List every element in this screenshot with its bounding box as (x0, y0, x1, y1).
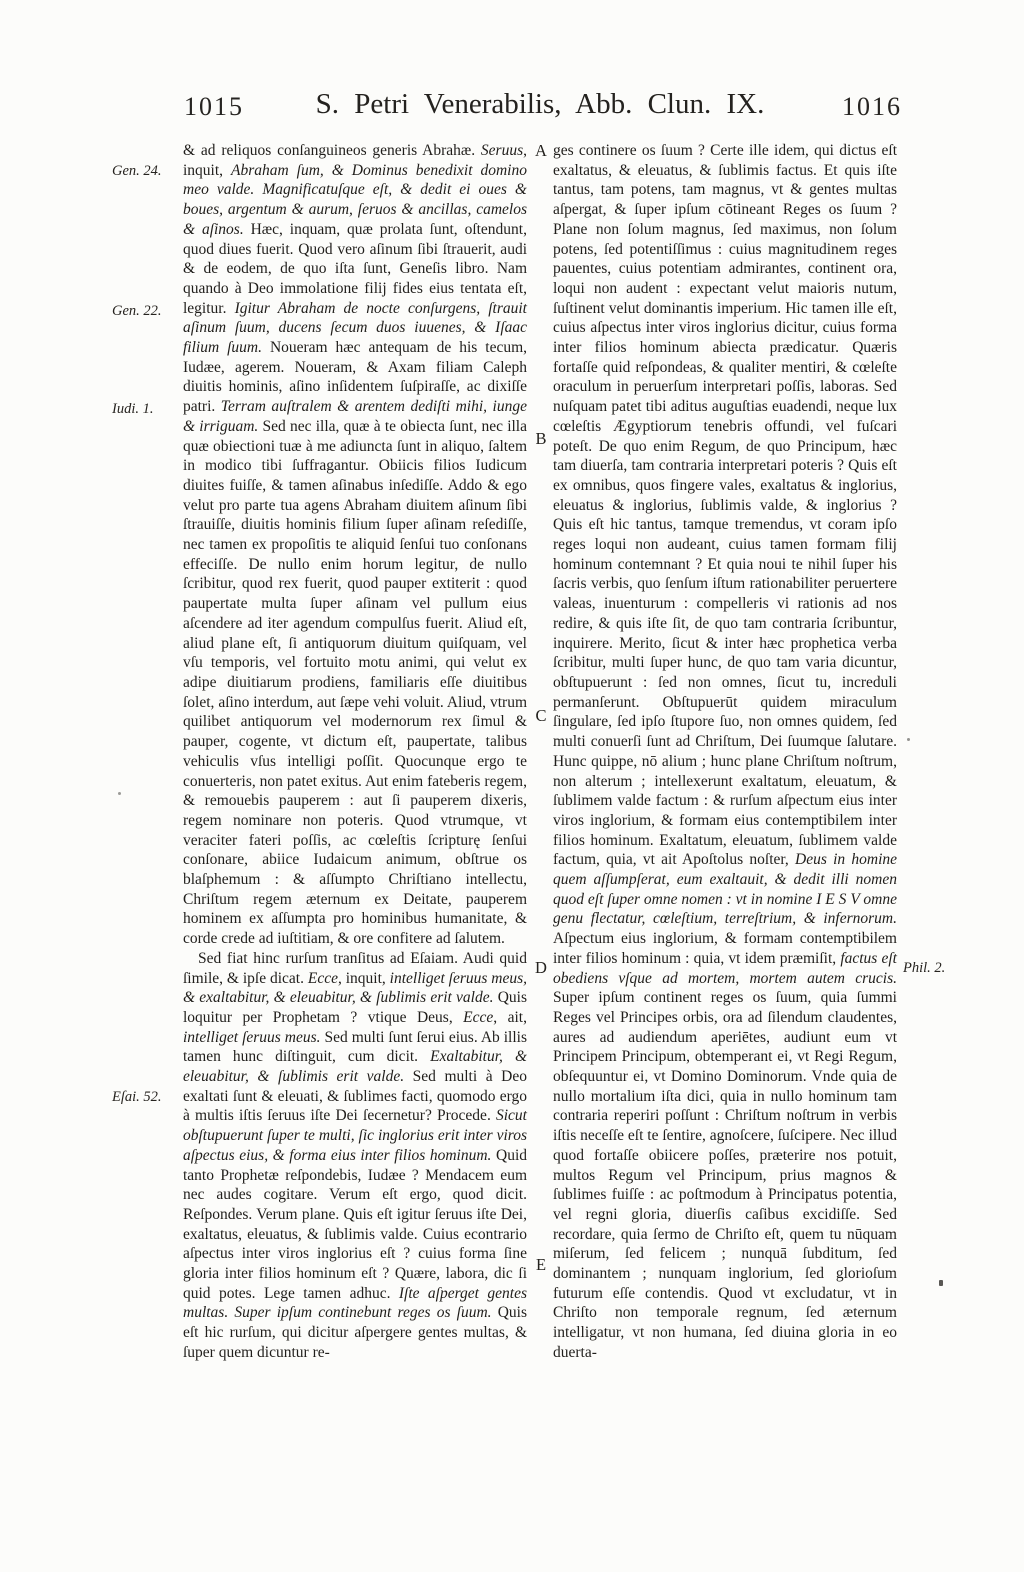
quoted-text: Abraham ſum, & Dominus benedixit domino meo valde. Magnificatuſque eſt, & dedit ei oues & boues, argentum & aurum, ſeruos & ancillas, camelos & aſinos. (183, 161, 527, 238)
body-text: , inquit, (337, 969, 390, 987)
section-letter: B (535, 429, 547, 448)
quoted-text: Sicut obſtupuerunt ſuper te multi, ſic inglorius erit inter viros aſpectus eius, & forma eius inter filios hominum. (183, 1107, 527, 1164)
paragraph (183, 141, 527, 949)
quoted-text: Iſte aſperget gentes multas. Super ipſum continebunt reges os ſuum. (183, 1284, 527, 1322)
quoted-text: intelliget ſeruus meus, & exaltabitur, & eleuabitur, & ſublimis erit valde. (183, 969, 527, 1007)
margin-note: Iudi. 1. (112, 401, 154, 417)
section-letter: C (535, 706, 547, 725)
section-letter: A (535, 141, 547, 160)
right-column (553, 141, 897, 1363)
body-text: & ad reliquos conſanguineos generis Abrahæ. (183, 142, 481, 159)
quoted-text: Seruus (480, 142, 524, 159)
ink-speck (907, 738, 910, 741)
quoted-text: intelliget ſeruus meus. (183, 1028, 321, 1046)
section-letter: D (535, 958, 547, 977)
quoted-text: Terram auſtralem & arentem dediſti mihi, iunge & irriguam. (183, 398, 527, 435)
running-title: S. Petri Venerabilis, Abb. Clun. IX. (315, 88, 765, 120)
body-text: Sed multi à Deo exaltati ſunt & eleuati, & ſublimes facti, quomodo ergo à multis iſtis ſeruus iſte Dei ſecernetur? Procede. (183, 1068, 527, 1125)
margin-note: Gen. 22. (112, 303, 162, 319)
ink-speck (118, 792, 121, 795)
ink-speck (939, 1280, 943, 1286)
body-text: , inquit, (183, 142, 527, 179)
body-text: Aſpectum eius inglorium, & formam contemptibilem inter filios hominum : quia, vt idem præmiſit, (553, 930, 897, 967)
quoted-text: Igitur Abraham de nocte conſurgens, ſtrauit aſinum ſuum, ducens ſecum duos iuuenes, & Iſaac filium ſuum. (183, 299, 527, 357)
body-text: Quis loquitur per Prophetam ? vtique Deus, (183, 989, 527, 1026)
paragraph (553, 141, 897, 1363)
quoted-text: Exaltabitur, & eleuabitur, & ſublimis erit valde. (183, 1048, 528, 1086)
body-text: Hæc, inquam, quæ prolata ſunt, oſtendunt, quod diues fuerit. Quod vero aſinum ſibi ſtrauerit, audi & de eodem, de quo iſta ſunt, Geneſis libro. Nam quando à Deo immolatione filij fides eius tentata eſt, legitur. (183, 220, 527, 317)
left-column (183, 141, 527, 1363)
body-text: Sed multi ſunt ſerui eius. Ab illis tamen hunc diſtinguit, cum dicit. (183, 1028, 528, 1066)
margin-note: Phil. 2. (903, 960, 946, 976)
quoted-text: Ecce (463, 1008, 494, 1026)
quoted-text: Deus in homine quem aſſumpſerat, eum exaltauit, & dedit illi nomen quod eſt ſuper omne nomen : vt in nomine I E S V omne genu flectatur, cœleſtium, terreſtrium, & infernorum. (553, 851, 898, 928)
body-text: Quid tanto Prophetæ reſpondebis, Iudæe ? Mendacem eum nec audes cogitare. Verum eſt ergo, quod dicit. Reſpondes. Verum plane. Quis eſt igitur ſeruus iſte Dei, exaltatus, eleuatus, & ſublimis valde. Cuius econtrario aſpectus inter viros inglorius eſt ? cuius forma ſine gloria inter filios hominum eſt ? Quære, labora, dic ſi quid potes. Lege tamen adhuc. (183, 1146, 528, 1302)
section-letter: E (535, 1255, 547, 1274)
margin-note: Eſai. 52. (112, 1089, 162, 1105)
quoted-text: factus eſt obediens vſque ad mortem, mortem autem crucis. (553, 949, 897, 987)
body-text: , ait, (493, 1008, 527, 1026)
column-number-right: 1016 (842, 92, 902, 121)
body-text: Sed nec illa, quæ à te obiecta ſunt, nec illa quæ obiectioni tuæ à me adiuncta ſunt in aliquo, ſaltem in modico tibi ſuffragantur. Obiicis filios Iudicum diuites fuiſſe, & tamen aſinabus inſediſſe. Addo & ego velut pro parte tua agens Abraham diuitem aſinum ſibi ſtrauiſſe, diuitis hominis filium ſuper aſinam reſediſſe, nec tamen ex propoſitis te aliquid ſenſui tuo conſonans effeciſſe. De nullo enim horum legitur, de nullo ſcribitur, quod rex fuerit, quod pauper extiterit : quod paupertate multa ſuper aſinam vel pullum eius aſcendere ad iter agendum compulſus fuerit. Aliud eſt, aliud plane eſt, ſi antiquorum diuitum quiſquam, vel vſu temporis, vel fortuito motu animi, qui velut ex adipe diuitiarum prodiens, familiaris eſſe diuitibus ſolet, aſino interdum, aut ſæpe vehi voluit. Aliud, vtrum quilibet antiquorum vel modernorum rex ſimul & pauper, cogente, vt dictum eſt, paupertate, talibus vehiculis vſus intelligi poſſit. Quocunque ergo te conuerteris, non patet exitus. Aut enim fateberis regem, & remouebis pauperem : aut ſi pauperem dixeris, regem nominare non poteris. Quod vtrumque, vt veraciter fateri poſſis, ac cœleſtis ſcripturę ſenſui conſonare, abiice Iudaicum animum, obſtrue os blaſphemum : & aſſumpto Chriſtiano intellectu, Chriſtum regem æternum ex Deitate, pauperem hominem ex aſſumpta pro hominibus humanitate, & corde crede ad iuſtitiam, & ore confitere ad ſalutem. (183, 417, 527, 948)
body-text: Super ipſum continent reges os ſuum, quia ſummi Reges vel Principes orbis, ora ad ſilendum claudentes, aures ad audiendum aperiētes, audiunt eum vt Principem Principum, obtemperant ei, vt Regi Regum, obſequuntur ei, vt Domino Dominorum. Vnde quia de nullo mortalium iſta dici, quia in nullo hominum tam contraria reperiri poſſunt : Chriſtum noſtrum in verbis iſtis neceſſe eſt te ſentire, agnoſcere, ſuſcipere. Nec illud quod fortaſſe obiicere poſſes, præterire nos potuit, multos Regum vel Principum, prius magnos & ſublimes fuiſſe : ac poſtmodum à Principatus potentia, vel regni gloria, diuerſis caſibus excidiſſe. Sed recordare, quia ſermo de Chriſto eſt, quem tu nūquam miſerum, ſed felicem ; nunquā ſubditum, ſed dominantem ; nunquam inglorium, ſed glorioſum futurum eſſe contendis. Quod vt excludatur, vt in Chriſto non temporale regnum, ſed æternum intelligatur, vt non humana, ſed diuina gloria in eo duerta- (553, 989, 897, 1361)
paragraph (183, 949, 527, 1363)
body-text: Noueram hæc antequam de his tecum, Iudæe, agerem. Noueram, & Axam filiam Caleph diuitis hominis, aſino inſidentem ſuſpiraſſe, ac dixiſſe patri. (183, 339, 528, 416)
quoted-text: Ecce (307, 969, 338, 987)
body-text: ges continere os ſuum ? Certe ille idem, qui dictus eſt exaltatus, & eleuatus, & ſublimis factus. Et quis iſte tantus, tam potens, tam magnus, vt & gentes multas aſpergat, & ſuper ipſum cōtineant Reges os ſuum ? Plane non ſolum magnus, ſed maximus, non ſolum potens, ſed potentiſſimus : cuius magnitudinem reges pauentes, cuius potentiam admirantes, continent ora, loqui non audent : expectant velut maioris nutum, ſuſtinent velut dominantis imperium. Hic tamen ille eſt, cuius aſpectus inter viros inglorius dicitur, cuius forma inter filios hominum abiecta prædicatur. Quæris fortaſſe quid reſpondeas, & qualiter mentiri, & cœleſte oraculum in peruerſum interpretari poſſis, laboras. Sed nuſquam patet tibi aditus auguſtias euadendi, neque lux cœleſtis Ægyptiorum tenebris offundi, vel fuſcari poteſt. De quo enim Regum, de quo Principum, hæc tam diuerſa, tam contraria interpretari poteris ? Quis eſt ex omnibus, quos fingere vales, exaltatus & inglorius, eleuatus & inglorius, ſublimis valde, & inglorius ? Quis eſt hic tantus, tamque tremendus, vt coram ipſo reges loqui non audeant, cuius tamen formam filij hominum contemnant ? Et quia noui te nihil ſuper his ſacris verbis, quo ſenſum iſtum rationabiliter peruertere valeas, inuenturum : compelleris vi rationis ad nos redire, & quis iſte ſit, de quo tam contraria ſcribuntur, inquirere. Merito, ſicut & inter hæc prophetica verba ſcribitur, multi ſuper hunc, de quo tam varia dicuntur, obſtupuerunt : ſed non omnes, ſicut tu, increduli permanſerunt. Obſtupuerūt quidem miraculum ſingulare, ſed ipſo ſtupore ſuo, non omnes quidem, ſed multi conuerſi ſunt ad Chriſtum, Dei ſuumque ſalutare. Hunc quippe, nō alium ; hunc plane Chriſtum noſtrum, non alterum ; intellexerunt exaltatum, eleuatum, & ſublimem valde factum : & rurſum aſpectum eius inter viros inglorium, & formam eius contemptibilem inter filios hominum. Exaltatum, eleuatum, ſublimem valde factum, quia, vt ait Apoſtolus noſter, (553, 142, 897, 869)
column-number-left: 1015 (184, 92, 244, 121)
body-text: Quis eſt hic rurſum, qui dicitur aſpergere gentes multas, & ſuper quem dicuntur re- (183, 1304, 527, 1361)
body-text: Sed fiat hinc rurſum tranſitus ad Eſaiam. Audi quid ſimile, & ipſe dicat. (183, 949, 527, 987)
margin-note: Gen. 24. (112, 163, 162, 179)
